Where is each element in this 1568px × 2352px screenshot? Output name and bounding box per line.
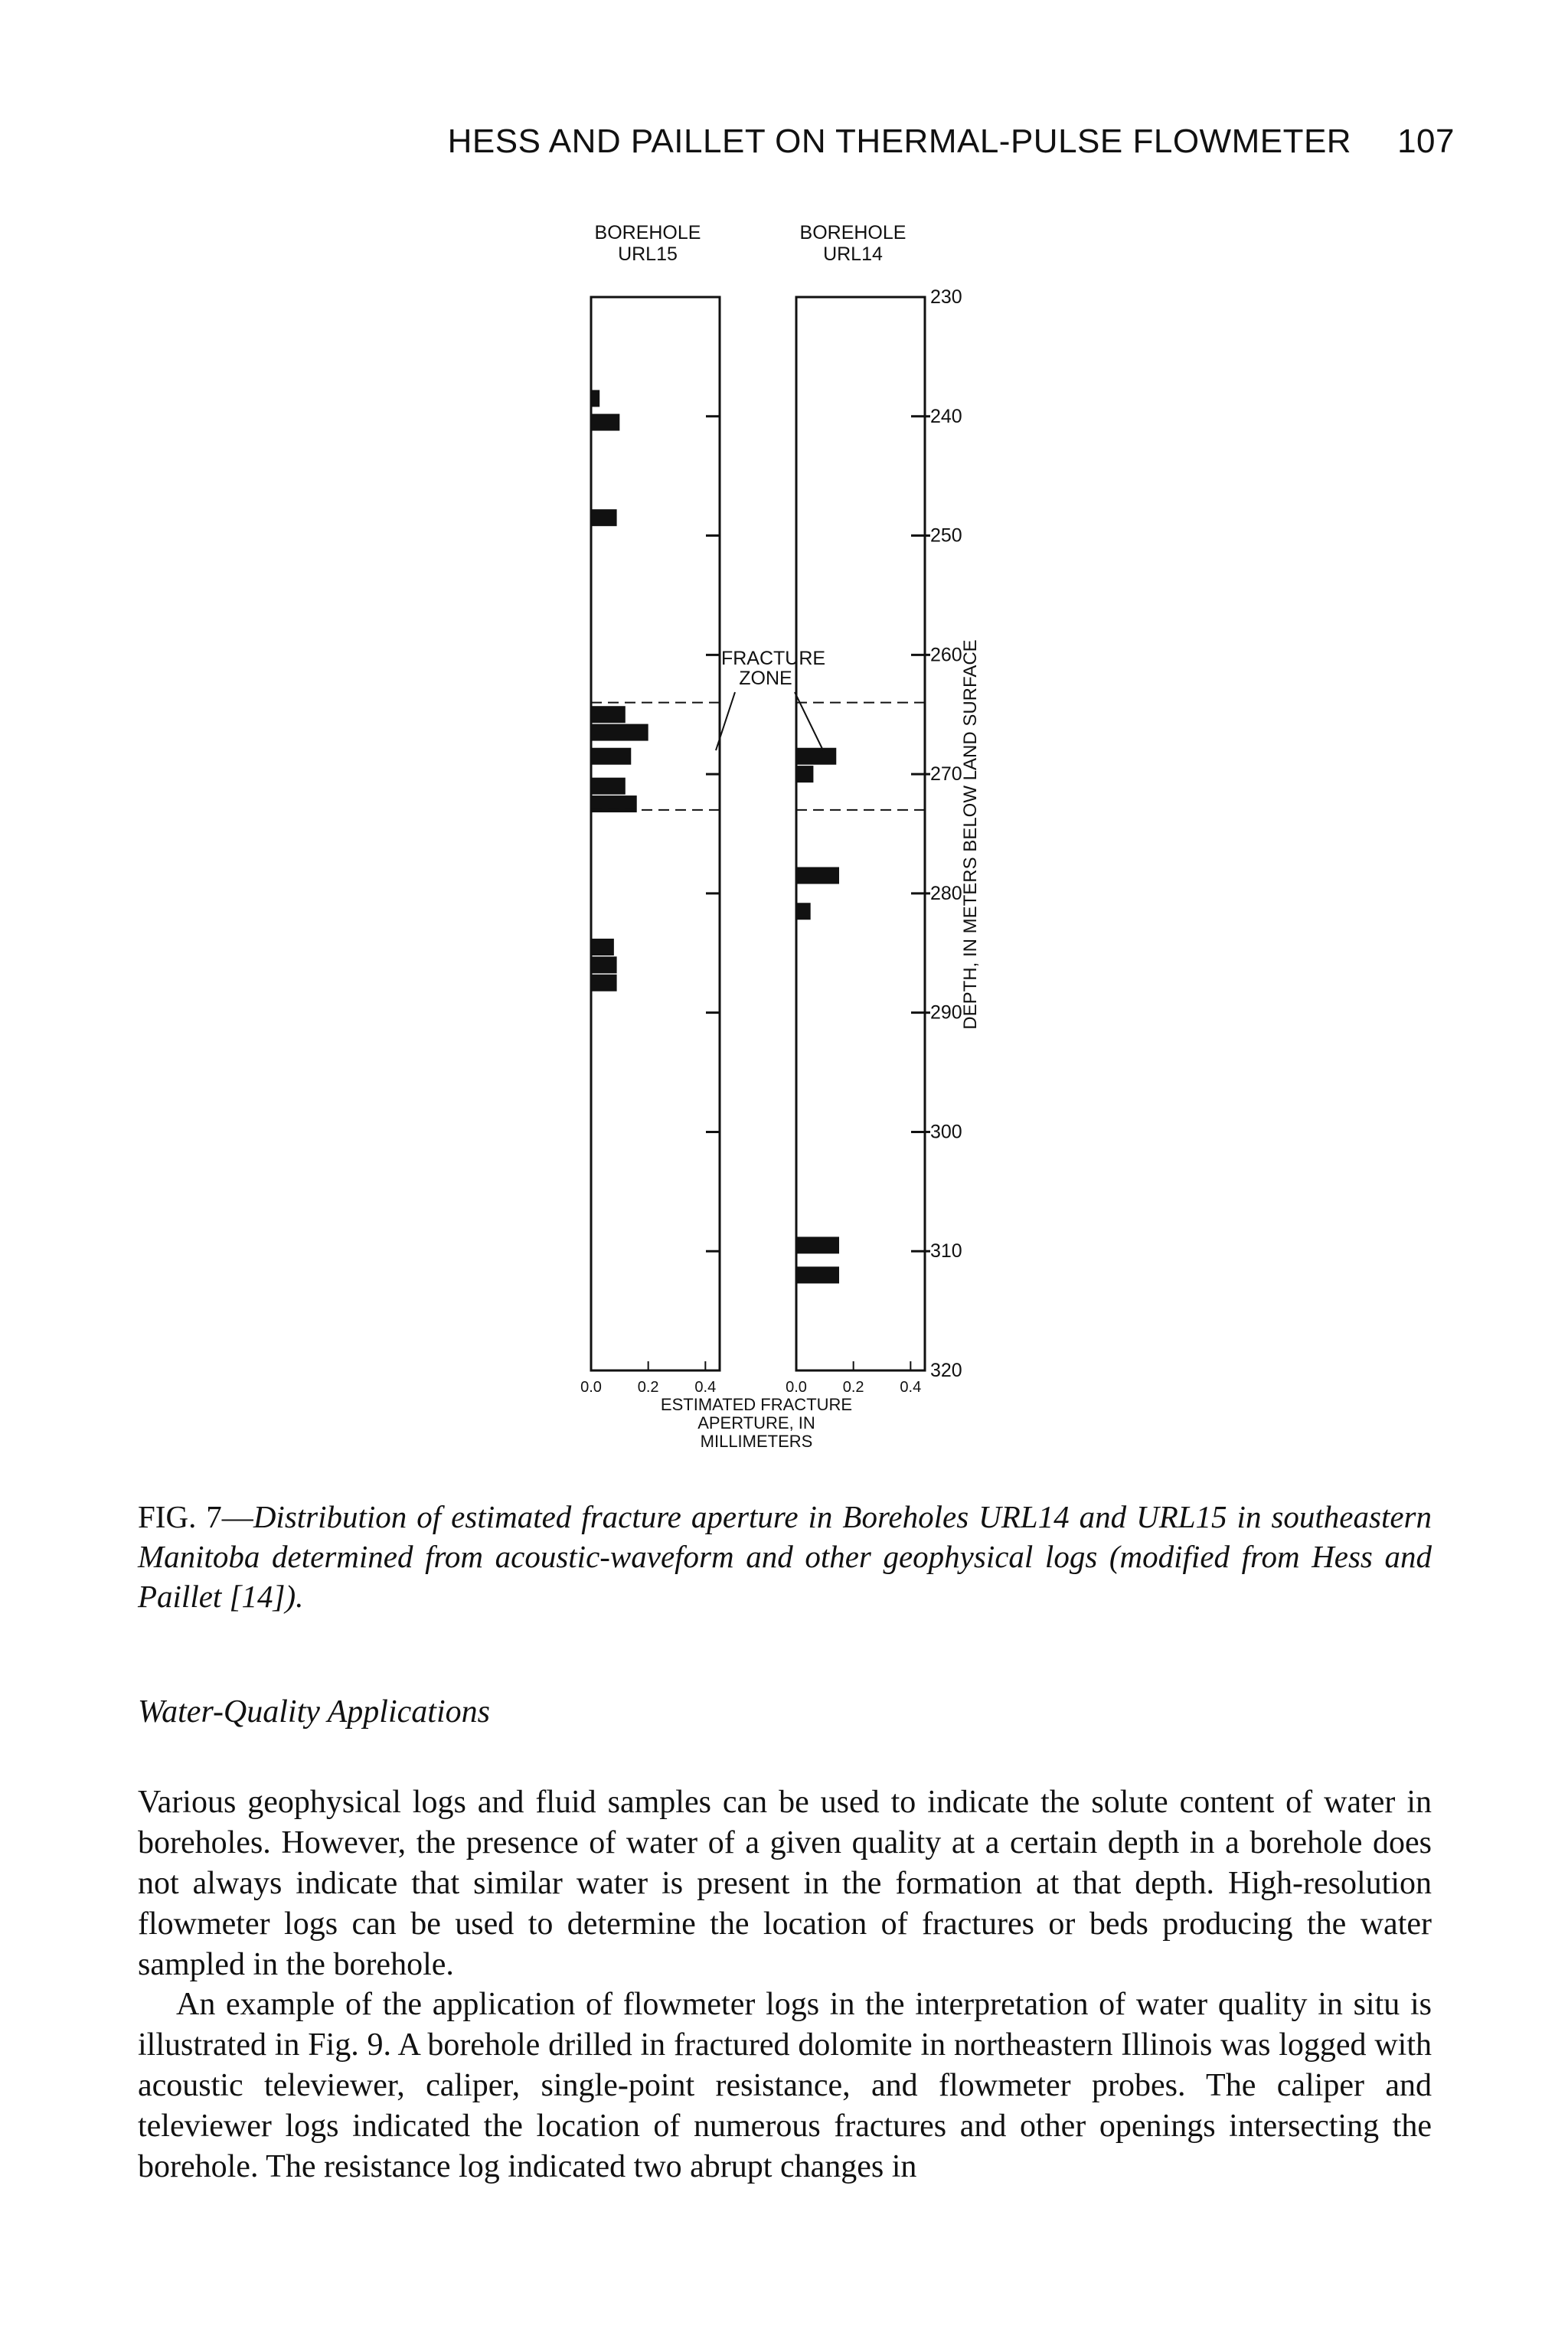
panel-1-bar-2 [591, 414, 619, 431]
panel-1-bar-4 [591, 706, 626, 723]
panel-1-xtick-label-2: 0.4 [694, 1379, 717, 1396]
panel-1-bar-1 [591, 390, 599, 407]
paragraph-2: An example of the application of flowmeter logs in the interpretation of water quality in situ is illustrated in Fig. 9. A borehole drilled in fractured dolomite in northeastern Illinois was logged with acoustic televiewer, caliper, single-point resistance, and flowmeter probes. The caliper and televiewer logs indicated the location of numerous fractures and other openings intersecting the borehole. The resistance log indicated two abrupt changes in [138, 1987, 1432, 2184]
depth-tick-label-320: 320 [930, 1360, 962, 1381]
depth-tick-label-250: 250 [930, 524, 962, 547]
panel-1-xtick-label-1: 0.2 [637, 1379, 659, 1396]
figure-caption [138, 1497, 1432, 1616]
section-title: Water-Quality Applications [138, 1694, 490, 1730]
panel-2-xtick-label-0: 0.0 [786, 1379, 807, 1396]
panel-label-2-line1: BOREHOLE [799, 222, 906, 243]
panel-label-1-line2: URL15 [618, 243, 678, 265]
panel-1-bar-11 [591, 975, 617, 991]
depth-tick-label-310: 310 [930, 1240, 962, 1263]
depth-tick-label-300: 300 [930, 1121, 962, 1143]
panel-2-bar-4 [796, 903, 811, 920]
panel-2-bar-2 [796, 766, 813, 782]
running-title: HESS AND PAILLET ON THERMAL-PULSE FLOWMETER [447, 122, 1352, 160]
panel-2-xtick-label-2: 0.4 [900, 1379, 922, 1396]
panel-frame-2 [796, 297, 925, 1370]
panel-2-bar-3 [796, 867, 839, 884]
x-axis-title-line3: MILLIMETERS [700, 1432, 813, 1451]
panel-2-bar-5 [796, 1236, 839, 1253]
fracture-zone-label-line1: FRACTURE [720, 648, 826, 669]
page-number: 107 [1397, 122, 1455, 160]
panel-label-2-line2: URL14 [823, 243, 883, 265]
panel-1-xtick-label-0: 0.0 [580, 1379, 602, 1396]
x-axis-title-line2: APERTURE, IN [697, 1413, 815, 1432]
panel-2-xtick-label-1: 0.2 [842, 1379, 864, 1396]
panel-1-bar-3 [591, 509, 617, 526]
depth-tick-label-280: 280 [930, 882, 962, 904]
paragraph-1: Various geophysical logs and fluid samples can be used to indicate the solute content of water in boreholes. However, the presence of water of a given quality at a certain depth in a borehole does not always indicate that similar water is present in the formation at that depth. High-resolution flowmeter logs can be used to determine the location of fractures or beds producing the water sampled in the borehole. [138, 1785, 1432, 1982]
depth-tick-label-230: 230 [930, 286, 962, 308]
panel-1-bar-9 [591, 939, 614, 956]
panel-2-bar-1 [796, 748, 836, 765]
depth-tick-label-270: 270 [930, 763, 962, 786]
x-axis-title-line1: ESTIMATED FRACTURE [660, 1395, 853, 1414]
panel-1-bar-10 [591, 956, 617, 973]
y-axis-title: DEPTH, IN METERS BELOW LAND SURFACE [960, 639, 981, 1030]
fracture-zone-label-line2: ZONE [739, 668, 792, 689]
fracture-zone-pointer-right [795, 692, 823, 750]
panel-1-bar-7 [591, 778, 626, 795]
panel-1-bar-5 [591, 724, 648, 741]
caption-lead: FIG. 7— [138, 1499, 253, 1534]
caption-text: Distribution of estimated fracture aperture in Boreholes URL14 and URL15 in southeastern Manitoba determined from acoustic-waveform and other geophysical logs (modified from Hess and Paillet [14]). [138, 1499, 1432, 1614]
panel-frame-1 [591, 297, 720, 1370]
depth-tick-label-260: 260 [930, 644, 962, 666]
panel-label-1-line1: BOREHOLE [594, 222, 701, 243]
depth-tick-label-290: 290 [930, 1001, 962, 1024]
depth-tick-label-240: 240 [930, 405, 962, 427]
panel-2-bar-6 [796, 1266, 839, 1283]
panel-1-bar-6 [591, 748, 631, 765]
